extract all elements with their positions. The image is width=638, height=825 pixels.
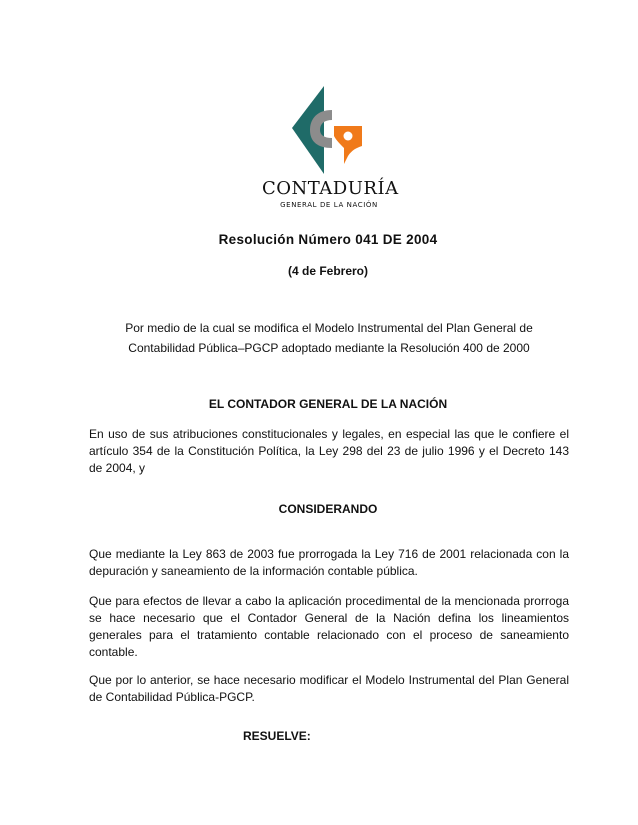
resolution-title: Resolución Número 041 DE 2004: [218, 232, 438, 247]
resolves-heading: RESUELVE:: [243, 729, 311, 743]
logo-title: CONTADURÍA: [262, 178, 399, 199]
consideration-paragraph-1: Que mediante la Ley 863 de 2003 fue prorrogada la Ley 716 de 2001 relacionada con la depuración y saneamiento de la información contable pública.: [89, 547, 569, 578]
contaduria-emblem-icon: [288, 84, 366, 176]
authority-heading: EL CONTADOR GENERAL DE LA NACIÓN: [208, 397, 448, 411]
preamble-paragraph: En uso de sus atribuciones constitucionales y legales, en especial las que le confiere el artículo 354 de la Constitución Política, la Ley 298 del 23 de julio 1996 y el Decreto 143 de 2004, y: [89, 427, 569, 475]
resolution-date: (4 de Febrero): [287, 264, 368, 278]
resolution-purpose: Por medio de la cual se modifica el Modelo Instrumental del Plan General de Contabilidad Pública–PGCP adoptado mediante la Resolución 400 de 2000: [125, 321, 533, 355]
consideration-paragraph-3: Que por lo anterior, se hace necesario modificar el Modelo Instrumental del Plan General de Contabilidad Pública-PGCP.: [89, 673, 569, 704]
consideration-paragraph-2: Que para efectos de llevar a cabo la aplicación procedimental de la mencionada prorroga se hace necesario que el Contador General de la Nación defina los lineamientos generales para el tratamiento contable relacionado con el proceso de saneamiento contable.: [89, 594, 569, 659]
logo-subtitle: GENERAL DE LA NACIÓN: [280, 201, 378, 209]
considering-heading: CONSIDERANDO: [278, 502, 378, 516]
contaduria-logo: [262, 84, 399, 216]
